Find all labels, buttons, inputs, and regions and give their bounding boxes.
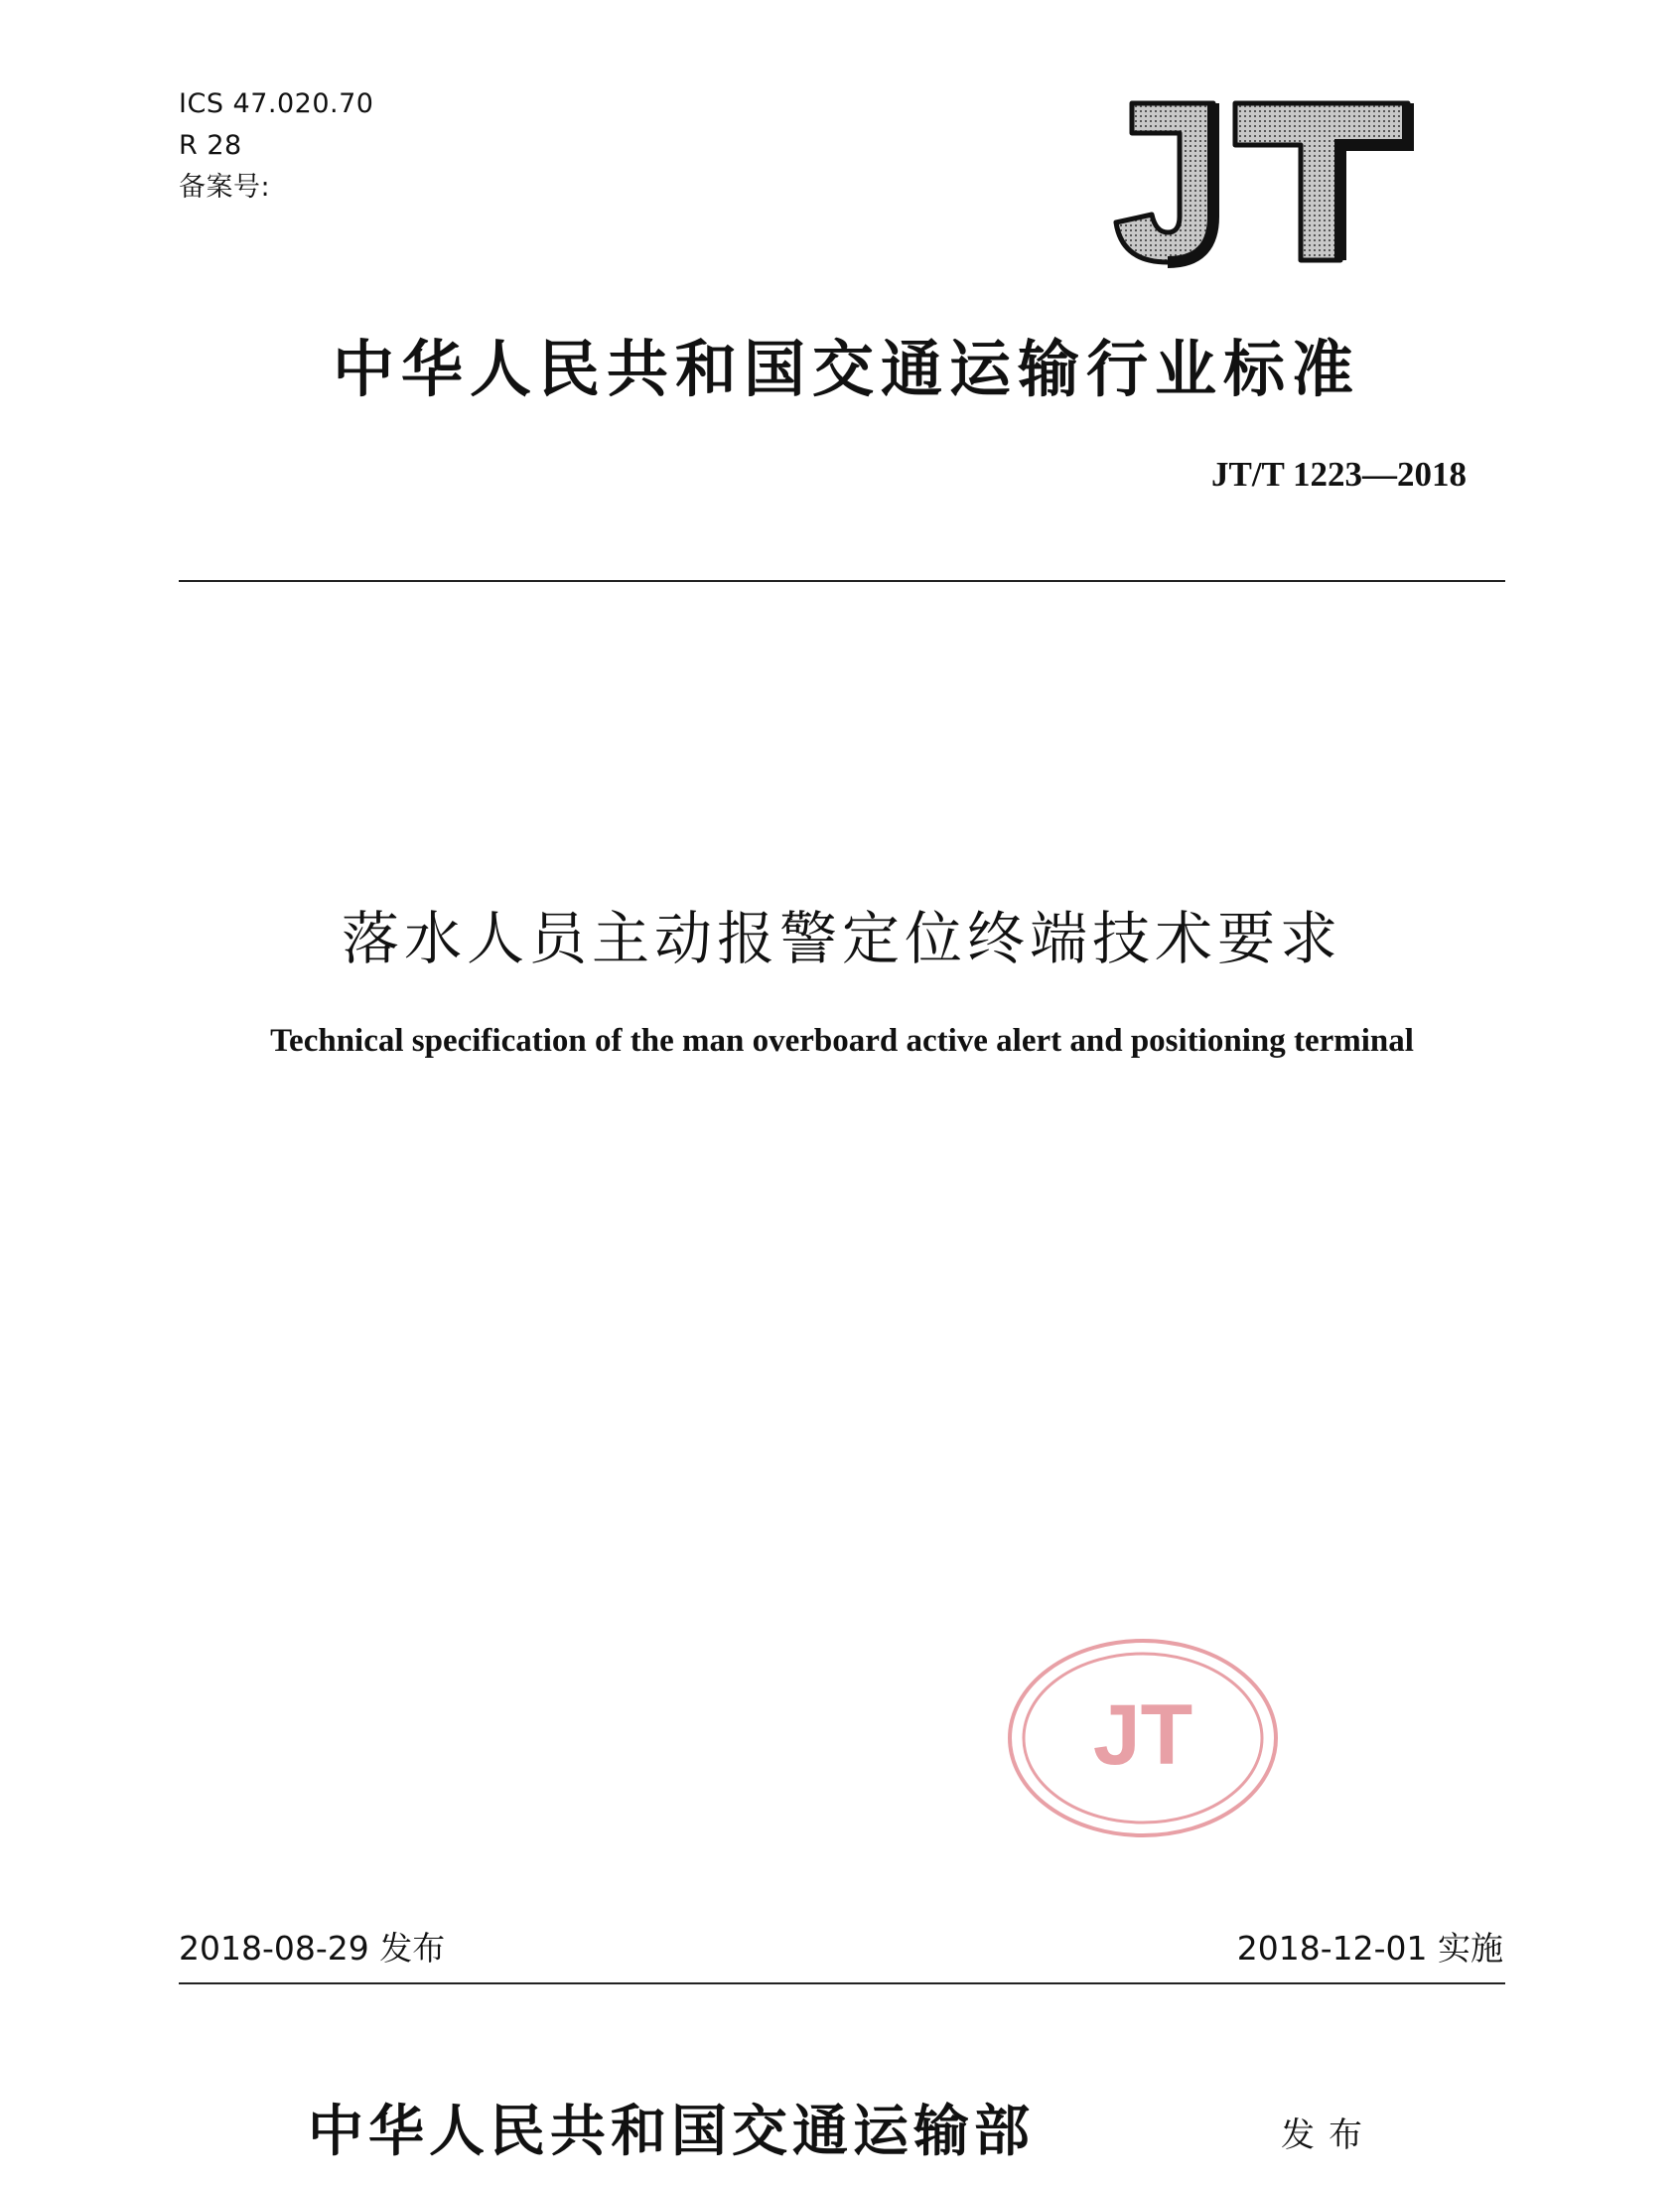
- implementation-date: 2018-12-01 实施: [1236, 1929, 1503, 1968]
- jt-logo-icon: [1104, 99, 1422, 268]
- standard-organization-title: 中华人民共和国交通运输行业标准: [332, 333, 1360, 405]
- document-title-english: Technical specification of the man overboard active alert and positioning terminal: [270, 1023, 1414, 1059]
- filing-number-label: 备案号:: [179, 172, 271, 203]
- ccs-code: R 28: [179, 130, 242, 161]
- ics-code: ICS 47.020.70: [179, 88, 374, 119]
- document-title-chinese: 落水人员主动报警定位终端技术要求: [341, 905, 1342, 972]
- standard-number: JT/T 1223—2018: [1210, 455, 1467, 494]
- issue-date: 2018-08-29 发布: [179, 1929, 446, 1968]
- footer-divider: [179, 1982, 1505, 1984]
- svg-text:JT: JT: [1092, 1687, 1193, 1783]
- publisher-name: 中华人民共和国交通运输部: [308, 2099, 1035, 2164]
- header-divider: [179, 580, 1505, 582]
- publish-label: 发布: [1281, 2116, 1376, 2155]
- jt-seal-watermark-icon: [1005, 1637, 1281, 1839]
